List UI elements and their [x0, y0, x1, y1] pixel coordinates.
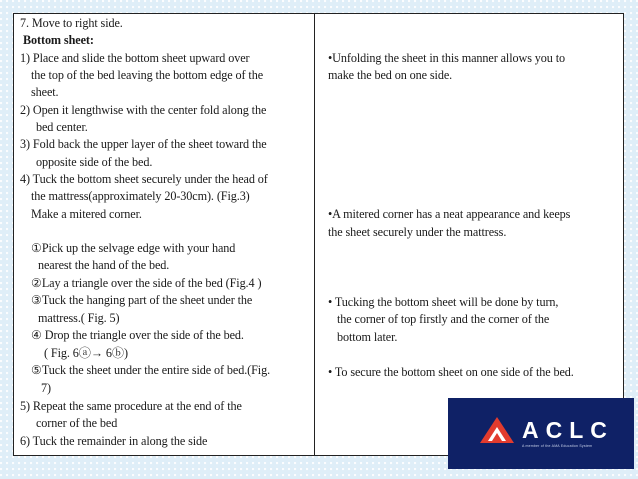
procedure-line: opposite side of the bed. [36, 155, 153, 169]
procedure-line: the mattress(approximately 20-30cm). (Fig.3) [31, 189, 250, 203]
procedure-column [14, 14, 314, 455]
step-title: 7. Move to right side. [20, 16, 123, 30]
procedure-line: ( Fig. 6ⓐ→ 6ⓑ) [44, 346, 128, 360]
procedure-line: the top of the bed leaving the bottom edge of the [31, 68, 264, 82]
rationale-line: bottom later. [337, 330, 398, 344]
procedure-line: ④ Drop the triangle over the side of the bed. [31, 328, 244, 342]
aclc-logo [448, 398, 634, 469]
procedure-line: ③Tuck the hanging part of the sheet under the [31, 293, 253, 307]
rationale-line: the sheet securely under the mattress. [328, 225, 507, 239]
procedure-line: Make a mitered corner. [31, 207, 142, 221]
rationale-line: •Unfolding the sheet in this manner allows you to [328, 51, 565, 65]
procedure-line: 1) Place and slide the bottom sheet upward over [20, 51, 250, 65]
procedure-line: 5) Repeat the same procedure at the end of the [20, 399, 242, 413]
procedure-line: bed center. [36, 120, 88, 134]
procedure-line: ①Pick up the selvage edge with your hand [31, 241, 236, 255]
procedure-line: 3) Fold back the upper layer of the sheet toward the [20, 137, 267, 151]
rationale-line: make the bed on one side. [328, 68, 453, 82]
procedure-line: sheet. [31, 85, 59, 99]
rationale-line: the corner of top firstly and the corner of the [337, 312, 550, 326]
procedure-line: corner of the bed [36, 416, 118, 430]
content-table [13, 13, 624, 456]
rationale-column [315, 14, 623, 455]
logo-text: ACLC [522, 417, 614, 443]
section-title: Bottom sheet: [23, 33, 94, 47]
procedure-line: 7) [41, 381, 51, 395]
procedure-line: 2) Open it lengthwise with the center fold along the [20, 103, 267, 117]
procedure-line: ②Lay a triangle over the side of the bed (Fig.4 ) [31, 276, 262, 290]
procedure-line: ⑤Tuck the sheet under the entire side of bed.(Fig. [31, 363, 271, 377]
procedure-line: nearest the hand of the bed. [38, 258, 170, 272]
rationale-line: •A mitered corner has a neat appearance and keeps [328, 207, 571, 221]
procedure-line: 6) Tuck the remainder in along the side [20, 434, 208, 448]
procedure-line: mattress.( Fig. 5) [38, 311, 120, 325]
rationale-line: • To secure the bottom sheet on one side of the bed. [328, 365, 574, 379]
aclc-mark-icon [478, 415, 516, 445]
logo-subtext: A member of the AMA Education System [522, 444, 593, 448]
rationale-line: • Tucking the bottom sheet will be done by turn, [328, 295, 559, 309]
procedure-line: 4) Tuck the bottom sheet securely under the head of [20, 172, 268, 186]
